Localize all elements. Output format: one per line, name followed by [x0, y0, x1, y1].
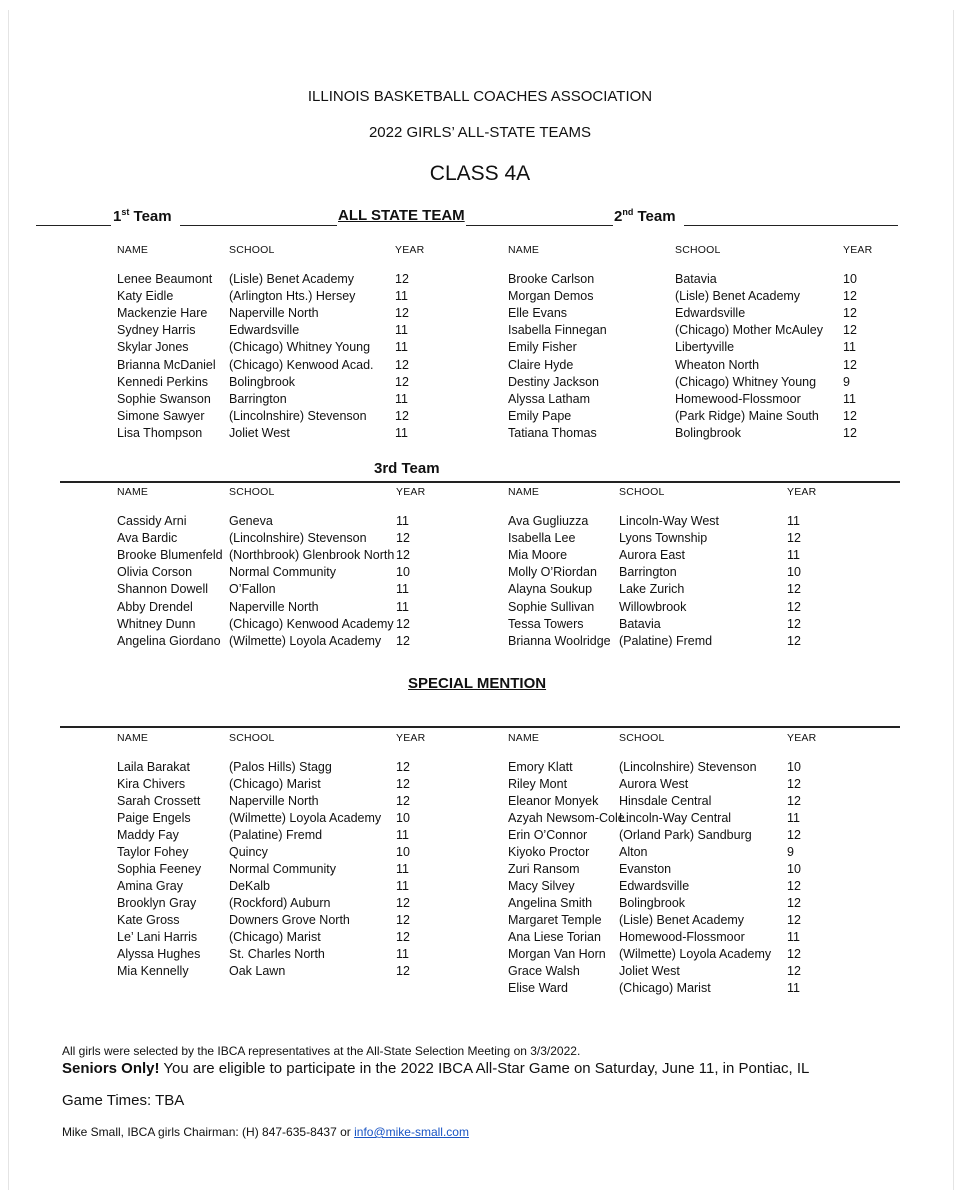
school-name: (Wilmette) Loyola Academy	[229, 633, 382, 648]
school-name: Quincy	[229, 845, 268, 859]
player-name: Destiny Jackson	[508, 374, 600, 389]
player-name: Morgan Demos	[508, 289, 594, 304]
year-value: 11	[787, 981, 800, 995]
year-value: 12	[396, 633, 410, 648]
header-underline-left	[36, 225, 111, 226]
school-name: Barrington	[619, 565, 677, 580]
year-value: 11	[843, 340, 856, 355]
year-value: 11	[787, 548, 800, 563]
player-name: Lenee Beaumont	[117, 272, 213, 286]
school-name: Homewood-Flossmoor	[675, 391, 801, 406]
player-name: Tatiana Thomas	[508, 425, 597, 440]
school-name: (Chicago) Marist	[229, 930, 321, 944]
player-name: Whitney Dunn	[117, 616, 196, 631]
player-name: Brooklyn Gray	[117, 896, 197, 910]
player-name: Sydney Harris	[117, 323, 196, 338]
player-name: Amina Gray	[117, 879, 183, 893]
year-value: 12	[843, 408, 857, 423]
school-name: (Chicago) Marist	[229, 777, 321, 791]
school-name: Hinsdale Central	[619, 794, 712, 808]
player-name: Paige Engels	[117, 811, 191, 825]
player-name: Eleanor Monyek	[508, 794, 599, 808]
year-value: 9	[843, 374, 850, 389]
school-name: Aurora West	[619, 777, 689, 791]
school-name: (Lisle) Benet Academy	[619, 913, 745, 927]
player-name: Ava Bardic	[117, 531, 178, 546]
third-team-rule	[60, 481, 900, 483]
player-name: Maddy Fay	[117, 828, 179, 842]
school-name: Lyons Township	[619, 531, 708, 546]
player-name: Isabella Finnegan	[508, 323, 607, 338]
player-name: Alyssa Latham	[508, 391, 590, 406]
school-name: Bolingbrook	[229, 374, 296, 389]
year-value: 10	[787, 565, 801, 580]
contact-text: Mike Small, IBCA girls Chairman: (H) 847-635-8437 or	[62, 1125, 355, 1139]
year-value: 12	[787, 531, 801, 546]
school-name: Aurora East	[619, 548, 686, 563]
column-header-school: SCHOOL	[229, 244, 275, 256]
school-name: (Northbrook) Glenbrook North	[229, 548, 395, 563]
year-value: 12	[396, 964, 410, 978]
year-value: 10	[787, 760, 801, 774]
year-value: 11	[396, 828, 409, 842]
school-name: (Park Ridge) Maine South	[675, 408, 819, 423]
school-name: Joliet West	[619, 964, 680, 978]
year-value: 11	[787, 930, 800, 944]
player-name: Katy Eidle	[117, 289, 174, 304]
year-value: 12	[787, 964, 801, 978]
column-header-name: NAME	[117, 486, 149, 498]
player-name: Margaret Temple	[508, 913, 602, 927]
player-name: Brianna McDaniel	[117, 357, 216, 372]
school-name: (Chicago) Whitney Young	[229, 340, 371, 355]
year-value: 12	[843, 425, 857, 440]
year-value: 12	[396, 930, 410, 944]
school-name: Naperville North	[229, 599, 319, 614]
year-value: 12	[395, 374, 409, 389]
school-name: (Arlington Hts.) Hersey	[229, 289, 356, 304]
school-name: Bolingbrook	[619, 896, 686, 910]
column-header-year: YEAR	[396, 486, 426, 498]
year-value: 11	[396, 862, 409, 876]
player-name: Skylar Jones	[117, 340, 189, 355]
column-header-school: SCHOOL	[229, 486, 275, 498]
school-name: Batavia	[619, 616, 661, 631]
school-name: O’Fallon	[229, 582, 276, 597]
player-name: Abby Drendel	[117, 599, 193, 614]
column-header-school: SCHOOL	[619, 486, 665, 498]
year-value: 12	[396, 616, 410, 631]
year-value: 12	[843, 357, 857, 372]
school-name: Edwardsville	[675, 306, 746, 321]
player-name: Lisa Thompson	[117, 425, 203, 440]
column-header-name: NAME	[117, 244, 149, 256]
year-value: 12	[395, 306, 409, 321]
game-times: Game Times: TBA	[62, 1092, 185, 1109]
player-name: Kate Gross	[117, 913, 180, 927]
school-name: (Lincolnshire) Stevenson	[229, 531, 367, 546]
player-name: Grace Walsh	[508, 964, 580, 978]
year-value: 11	[395, 425, 408, 440]
org-title: ILLINOIS BASKETBALL COACHES ASSOCIATION	[307, 88, 653, 105]
player-name: Cassidy Arni	[117, 514, 187, 528]
year-value: 12	[787, 616, 801, 631]
school-name: Normal Community	[229, 565, 336, 580]
special-mention-rule	[60, 726, 900, 728]
year-value: 12	[395, 357, 409, 372]
year-value: 9	[787, 845, 794, 859]
year-value: 12	[787, 879, 801, 893]
player-name: Brooke Blumenfeld	[117, 548, 223, 563]
player-name: Zuri Ransom	[508, 862, 580, 876]
column-header-school: SCHOOL	[229, 732, 275, 744]
year-value: 12	[396, 896, 410, 910]
year-value: 12	[843, 306, 857, 321]
player-name: Claire Hyde	[508, 357, 574, 372]
player-name: Brianna Woolridge	[508, 633, 611, 648]
school-name: Willowbrook	[619, 599, 687, 614]
player-name: Kennedi Perkins	[117, 374, 209, 389]
special-mention-title: SPECIAL MENTION	[408, 675, 547, 692]
school-name: Wheaton North	[675, 357, 760, 372]
year-value: 12	[396, 913, 410, 927]
player-name: Mia Moore	[508, 548, 568, 563]
year-value: 12	[396, 777, 410, 791]
school-name: Alton	[619, 845, 648, 859]
school-name: Naperville North	[229, 794, 319, 808]
school-name: (Wilmette) Loyola Academy	[229, 811, 382, 825]
year-value: 11	[396, 514, 409, 528]
player-name: Brooke Carlson	[508, 272, 595, 286]
player-name: Emory Klatt	[508, 760, 573, 774]
seniors-note	[62, 1060, 809, 1077]
contact-line	[62, 1125, 469, 1139]
all-state-team-title: ALL STATE TEAM	[338, 207, 465, 224]
year-value: 12	[787, 896, 801, 910]
school-name: DeKalb	[229, 879, 270, 893]
player-name: Mackenzie Hare	[117, 306, 208, 321]
school-name: Lincoln-Way Central	[619, 811, 732, 825]
column-header-year: YEAR	[395, 244, 425, 256]
seniors-text: You are eligible to participate in the 2022 IBCA All-Star Game on Saturday, June 11, in Pontiac, IL	[159, 1060, 810, 1077]
year-value: 12	[396, 548, 410, 563]
column-header-year: YEAR	[787, 732, 817, 744]
year-value: 12	[787, 582, 801, 597]
seniors-bold: Seniors Only!	[62, 1060, 160, 1077]
player-name: Sophie Swanson	[117, 391, 211, 406]
school-name: Lincoln-Way West	[619, 514, 720, 528]
year-value: 12	[396, 531, 410, 546]
year-value: 12	[396, 794, 410, 808]
school-name: Normal Community	[229, 862, 336, 876]
column-header-name: NAME	[508, 732, 540, 744]
school-name: (Lisle) Benet Academy	[675, 289, 801, 304]
player-name: Riley Mont	[508, 777, 568, 791]
school-name: Joliet West	[229, 425, 290, 440]
column-header-year: YEAR	[396, 732, 426, 744]
player-name: Erin O’Connor	[508, 828, 588, 842]
year-value: 12	[787, 913, 801, 927]
school-name: Lake Zurich	[619, 582, 685, 597]
year-value: 11	[396, 582, 409, 597]
school-name: (Palos Hills) Stagg	[229, 760, 332, 774]
third-team-title: 3rd Team	[374, 460, 440, 477]
column-header-name: NAME	[508, 244, 540, 256]
player-name: Laila Barakat	[117, 760, 190, 774]
player-name: Emily Pape	[508, 408, 572, 423]
year-value: 12	[843, 289, 857, 304]
column-header-school: SCHOOL	[675, 244, 721, 256]
school-name: (Lincolnshire) Stevenson	[229, 408, 367, 423]
column-header-year: YEAR	[843, 244, 873, 256]
year-value: 10	[396, 811, 410, 825]
school-name: Bolingbrook	[675, 425, 742, 440]
first-team-title: 1st Team	[113, 207, 172, 225]
school-name: (Palatine) Fremd	[229, 828, 323, 842]
selection-note: All girls were selected by the IBCA representatives at the All-State Selection Meeting on 3/3/2022.	[62, 1044, 581, 1058]
year-value: 12	[396, 760, 410, 774]
header-underline-mid-right	[466, 225, 613, 226]
player-name: Elle Evans	[508, 306, 568, 321]
year-value: 10	[396, 845, 410, 859]
player-name: Isabella Lee	[508, 531, 576, 546]
player-name: Kira Chivers	[117, 777, 186, 791]
player-name: Sophie Sullivan	[508, 599, 595, 614]
school-name: Batavia	[675, 272, 717, 286]
school-name: (Palatine) Fremd	[619, 633, 713, 648]
year-value: 11	[787, 811, 800, 825]
player-name: Tessa Towers	[508, 616, 584, 631]
year-value: 12	[787, 828, 801, 842]
email-link[interactable]: info@mike-small.com	[354, 1125, 469, 1139]
school-name: (Chicago) Kenwood Acad.	[229, 357, 374, 372]
player-name: Elise Ward	[508, 981, 568, 995]
player-name: Olivia Corson	[117, 565, 193, 580]
year-value: 11	[396, 599, 409, 614]
player-name: Angelina Giordano	[117, 633, 221, 648]
year-value: 12	[787, 947, 801, 961]
player-name: Angelina Smith	[508, 896, 593, 910]
year-value: 12	[395, 408, 409, 423]
school-name: St. Charles North	[229, 947, 325, 961]
page-subtitle: 2022 GIRLS’ ALL-STATE TEAMS	[368, 124, 592, 141]
school-name: Oak Lawn	[229, 964, 286, 978]
year-value: 11	[395, 289, 408, 304]
school-name: (Rockford) Auburn	[229, 896, 331, 910]
player-name: Le’ Lani Harris	[117, 930, 198, 944]
year-value: 12	[787, 599, 801, 614]
player-name: Shannon Dowell	[117, 582, 209, 597]
school-name: (Chicago) Kenwood Academy	[229, 616, 394, 631]
school-name: Downers Grove North	[229, 913, 350, 927]
player-name: Emily Fisher	[508, 340, 577, 355]
school-name: Edwardsville	[229, 323, 300, 338]
player-name: Ava Gugliuzza	[508, 514, 589, 528]
school-name: (Lisle) Benet Academy	[229, 272, 355, 286]
school-name: Edwardsville	[619, 879, 690, 893]
school-name: (Wilmette) Loyola Academy	[619, 947, 772, 961]
class-label: CLASS 4A	[429, 162, 531, 185]
player-name: Ana Liese Torian	[508, 930, 601, 944]
school-name: Libertyville	[675, 340, 735, 355]
year-value: 11	[395, 340, 408, 355]
player-name: Azyah Newsom-Cole	[508, 811, 625, 825]
year-value: 10	[843, 272, 857, 286]
year-value: 10	[396, 565, 410, 580]
school-name: (Chicago) Whitney Young	[675, 374, 817, 389]
school-name: Homewood-Flossmoor	[619, 930, 745, 944]
school-name: (Chicago) Mother McAuley	[675, 323, 823, 338]
player-name: Alayna Soukup	[508, 582, 593, 597]
player-name: Simone Sawyer	[117, 408, 205, 423]
column-header-name: NAME	[508, 486, 540, 498]
school-name: (Lincolnshire) Stevenson	[619, 760, 757, 774]
second-team-title: 2nd Team	[614, 207, 676, 225]
year-value: 12	[787, 794, 801, 808]
year-value: 12	[843, 323, 857, 338]
school-name: Barrington	[229, 391, 287, 406]
year-value: 11	[787, 514, 800, 528]
year-value: 12	[787, 633, 801, 648]
header-underline-mid-left	[180, 225, 337, 226]
header-underline-right	[684, 225, 898, 226]
column-header-year: YEAR	[787, 486, 817, 498]
school-name: Geneva	[229, 514, 273, 528]
school-name: (Orland Park) Sandburg	[619, 828, 752, 842]
column-header-school: SCHOOL	[619, 732, 665, 744]
player-name: Kiyoko Proctor	[508, 845, 590, 859]
player-name: Taylor Fohey	[117, 845, 189, 859]
year-value: 12	[787, 777, 801, 791]
school-name: Naperville North	[229, 306, 319, 321]
player-name: Sophia Feeney	[117, 862, 202, 876]
player-name: Morgan Van Horn	[508, 947, 606, 961]
school-name: Evanston	[619, 862, 672, 876]
player-name: Sarah Crossett	[117, 794, 201, 808]
year-value: 11	[395, 323, 408, 338]
player-name: Molly O’Riordan	[508, 565, 597, 580]
year-value: 11	[396, 947, 409, 961]
player-name: Alyssa Hughes	[117, 947, 201, 961]
year-value: 11	[843, 391, 856, 406]
school-name: (Chicago) Marist	[619, 981, 711, 995]
year-value: 11	[395, 391, 408, 406]
year-value: 11	[396, 879, 409, 893]
player-name: Macy Silvey	[508, 879, 575, 893]
year-value: 12	[395, 272, 409, 286]
player-name: Mia Kennelly	[117, 964, 189, 978]
year-value: 10	[787, 862, 801, 876]
column-header-name: NAME	[117, 732, 149, 744]
